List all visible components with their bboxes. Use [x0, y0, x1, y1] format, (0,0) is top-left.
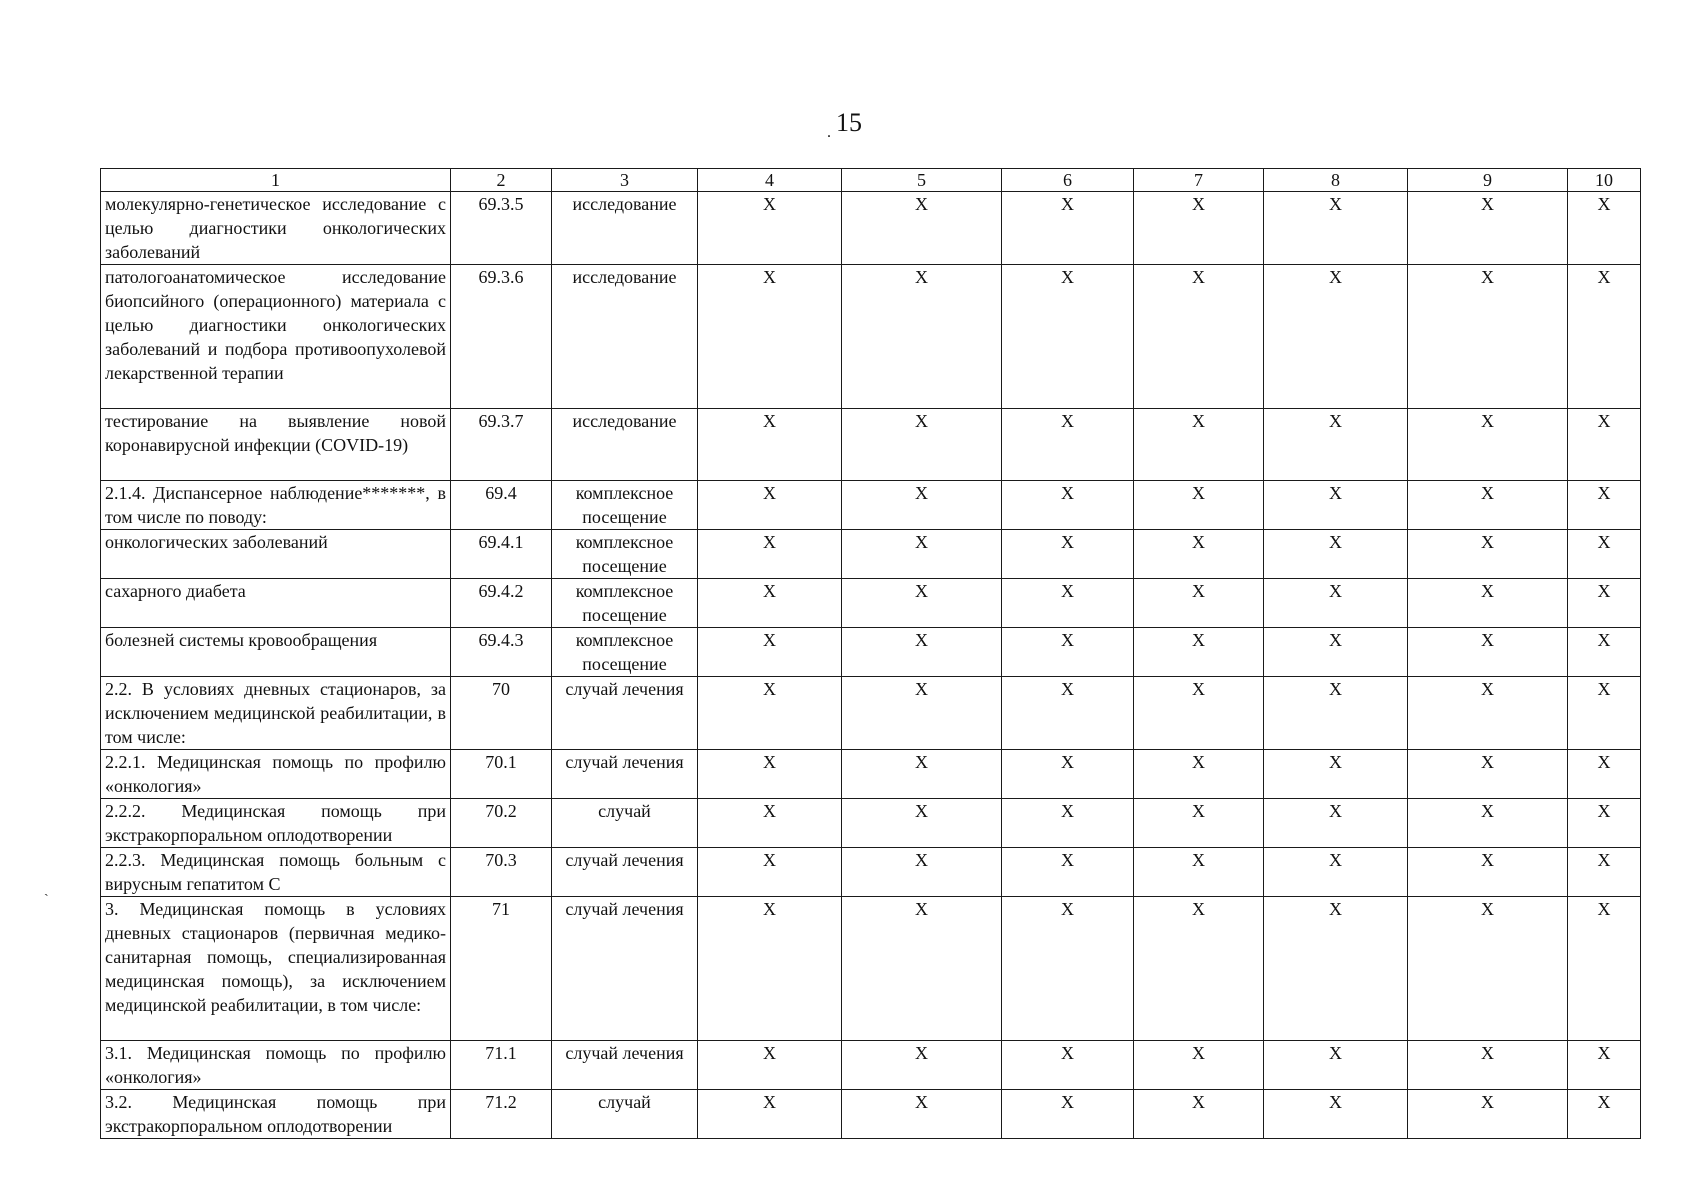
cell-value: X	[1264, 192, 1408, 265]
cell-value: X	[842, 530, 1002, 579]
column-header-10: 10	[1568, 169, 1641, 192]
cell-value: X	[698, 897, 842, 1041]
column-header-6: 6	[1002, 169, 1134, 192]
cell-value: X	[842, 579, 1002, 628]
cell-value: X	[1002, 628, 1134, 677]
cell-value: X	[1002, 481, 1134, 530]
cell-value: X	[1264, 750, 1408, 799]
cell-value: X	[1134, 799, 1264, 848]
header-row	[101, 169, 1641, 192]
cell-value: X	[1134, 897, 1264, 1041]
row-name: болезней системы кровообращения	[101, 628, 451, 677]
cell-value: X	[1408, 897, 1568, 1041]
cell-value: X	[1568, 481, 1641, 530]
row-name: сахарного диабета	[101, 579, 451, 628]
cell-value: X	[1134, 409, 1264, 481]
row-unit: комплексное посещение	[552, 481, 698, 530]
cell-value: X	[698, 848, 842, 897]
cell-value: X	[698, 265, 842, 409]
cell-value: X	[698, 1090, 842, 1139]
cell-value: X	[842, 265, 1002, 409]
cell-value: X	[1134, 530, 1264, 579]
column-header-5: 5	[842, 169, 1002, 192]
table-row	[101, 848, 1641, 897]
cell-value: X	[1408, 192, 1568, 265]
row-code: 69.4.3	[451, 628, 552, 677]
cell-value: X	[1002, 848, 1134, 897]
row-unit: исследование	[552, 192, 698, 265]
cell-value: X	[1002, 1041, 1134, 1090]
cell-value: X	[842, 192, 1002, 265]
page-mark: .	[827, 124, 831, 141]
table-row	[101, 579, 1641, 628]
cell-value: X	[1408, 265, 1568, 409]
cell-value: X	[1134, 579, 1264, 628]
cell-value: X	[698, 409, 842, 481]
cell-value: X	[1002, 1090, 1134, 1139]
cell-value: X	[1002, 750, 1134, 799]
row-code: 71.2	[451, 1090, 552, 1139]
row-code: 70.2	[451, 799, 552, 848]
column-header-3: 3	[552, 169, 698, 192]
cell-value: X	[698, 677, 842, 750]
cell-value: X	[1134, 1090, 1264, 1139]
row-code: 69.3.6	[451, 265, 552, 409]
row-code: 71.1	[451, 1041, 552, 1090]
cell-value: X	[1134, 481, 1264, 530]
cell-value: X	[1002, 677, 1134, 750]
cell-value: X	[1264, 530, 1408, 579]
cell-value: X	[842, 409, 1002, 481]
cell-value: X	[698, 530, 842, 579]
row-name: 2.2.3. Медицинская помощь больным с вирусным гепатитом С	[101, 848, 451, 897]
cell-value: X	[1408, 628, 1568, 677]
cell-value: X	[842, 897, 1002, 1041]
cell-value: X	[1002, 409, 1134, 481]
row-unit: случай лечения	[552, 897, 698, 1041]
cell-value: X	[1134, 750, 1264, 799]
row-code: 71	[451, 897, 552, 1041]
row-unit: случай лечения	[552, 1041, 698, 1090]
row-name: 2.2. В условиях дневных стационаров, за исключением медицинской реабилитации, в том числе:	[101, 677, 451, 750]
cell-value: X	[842, 848, 1002, 897]
data-table	[100, 168, 1641, 1139]
row-unit: исследование	[552, 409, 698, 481]
cell-value: X	[1408, 750, 1568, 799]
page-number: . 15	[827, 108, 862, 141]
cell-value: X	[1408, 530, 1568, 579]
cell-value: X	[1134, 265, 1264, 409]
cell-value: X	[1002, 897, 1134, 1041]
row-unit: комплексное посещение	[552, 579, 698, 628]
row-code: 70.3	[451, 848, 552, 897]
cell-value: X	[842, 799, 1002, 848]
cell-value: X	[698, 579, 842, 628]
table-row	[101, 265, 1641, 409]
cell-value: X	[1134, 677, 1264, 750]
cell-value: X	[842, 1041, 1002, 1090]
column-header-4: 4	[698, 169, 842, 192]
table-row	[101, 897, 1641, 1041]
cell-value: X	[842, 677, 1002, 750]
cell-value: X	[1568, 848, 1641, 897]
row-code: 69.4	[451, 481, 552, 530]
row-unit: комплексное посещение	[552, 628, 698, 677]
cell-value: X	[842, 750, 1002, 799]
row-name: 2.1.4. Диспансерное наблюдение*******, в том числе по поводу:	[101, 481, 451, 530]
cell-value: X	[1568, 265, 1641, 409]
table-row	[101, 530, 1641, 579]
cell-value: X	[842, 481, 1002, 530]
row-code: 69.4.2	[451, 579, 552, 628]
cell-value: X	[1002, 265, 1134, 409]
cell-value: X	[1408, 799, 1568, 848]
cell-value: X	[1002, 192, 1134, 265]
cell-value: X	[1264, 579, 1408, 628]
cell-value: X	[1568, 897, 1641, 1041]
row-unit: исследование	[552, 265, 698, 409]
row-code: 69.3.7	[451, 409, 552, 481]
cell-value: X	[1568, 677, 1641, 750]
row-name: 3.1. Медицинская помощь по профилю «онкология»	[101, 1041, 451, 1090]
row-name: онкологических заболеваний	[101, 530, 451, 579]
row-unit: случай лечения	[552, 848, 698, 897]
cell-value: X	[698, 628, 842, 677]
cell-value: X	[1134, 848, 1264, 897]
column-header-2: 2	[451, 169, 552, 192]
cell-value: X	[1568, 750, 1641, 799]
column-header-7: 7	[1134, 169, 1264, 192]
cell-value: X	[1002, 530, 1134, 579]
scan-speck: ˏ	[44, 882, 49, 897]
cell-value: X	[1134, 192, 1264, 265]
cell-value: X	[1264, 409, 1408, 481]
cell-value: X	[698, 481, 842, 530]
cell-value: X	[1408, 848, 1568, 897]
cell-value: X	[698, 1041, 842, 1090]
cell-value: X	[1408, 481, 1568, 530]
cell-value: X	[1134, 1041, 1264, 1090]
row-name: молекулярно-генетическое исследование с целью диагностики онкологических заболеваний	[101, 192, 451, 265]
cell-value: X	[1568, 409, 1641, 481]
cell-value: X	[1134, 628, 1264, 677]
row-code: 70	[451, 677, 552, 750]
cell-value: X	[1568, 530, 1641, 579]
cell-value: X	[1264, 848, 1408, 897]
table-row	[101, 409, 1641, 481]
row-unit: случай лечения	[552, 677, 698, 750]
column-header-8: 8	[1264, 169, 1408, 192]
row-name: 2.2.1. Медицинская помощь по профилю «онкология»	[101, 750, 451, 799]
row-unit: случай	[552, 1090, 698, 1139]
row-name: 3.2. Медицинская помощь при экстракорпоральном оплодотворении	[101, 1090, 451, 1139]
row-code: 69.3.5	[451, 192, 552, 265]
table-row	[101, 628, 1641, 677]
row-name: тестирование на выявление новой коронавирусной инфекции (COVID-19)	[101, 409, 451, 481]
row-unit: случай	[552, 799, 698, 848]
cell-value: X	[1408, 1041, 1568, 1090]
cell-value: X	[1264, 481, 1408, 530]
row-unit: случай лечения	[552, 750, 698, 799]
table-row	[101, 1090, 1641, 1139]
table-row	[101, 677, 1641, 750]
cell-value: X	[1408, 1090, 1568, 1139]
table-row	[101, 192, 1641, 265]
cell-value: X	[698, 750, 842, 799]
cell-value: X	[1264, 1090, 1408, 1139]
table-row	[101, 750, 1641, 799]
cell-value: X	[1568, 799, 1641, 848]
column-header-9: 9	[1408, 169, 1568, 192]
cell-value: X	[1568, 579, 1641, 628]
table-row	[101, 1041, 1641, 1090]
row-code: 70.1	[451, 750, 552, 799]
table-row	[101, 799, 1641, 848]
cell-value: X	[698, 799, 842, 848]
row-unit: комплексное посещение	[552, 530, 698, 579]
cell-value: X	[1264, 677, 1408, 750]
cell-value: X	[1264, 1041, 1408, 1090]
cell-value: X	[842, 1090, 1002, 1139]
row-name: патологоанатомическое исследование биопсийного (операционного) материала с целью диагностики онкологических заболеваний и подбора противоопухолевой лекарственной терапии	[101, 265, 451, 409]
cell-value: X	[1568, 192, 1641, 265]
cell-value: X	[1408, 677, 1568, 750]
cell-value: X	[1568, 1041, 1641, 1090]
row-name: 2.2.2. Медицинская помощь при экстракорпоральном оплодотворении	[101, 799, 451, 848]
cell-value: X	[1264, 628, 1408, 677]
cell-value: X	[1408, 579, 1568, 628]
cell-value: X	[698, 192, 842, 265]
cell-value: X	[842, 628, 1002, 677]
row-code: 69.4.1	[451, 530, 552, 579]
column-header-1: 1	[101, 169, 451, 192]
table-row	[101, 481, 1641, 530]
row-name: 3. Медицинская помощь в условиях дневных стационаров (первичная медико-санитарная помощь, специализированная медицинская помощь), за исключением медицинской реабилитации, в том числе:	[101, 897, 451, 1041]
cell-value: X	[1264, 799, 1408, 848]
cell-value: X	[1002, 799, 1134, 848]
cell-value: X	[1002, 579, 1134, 628]
cell-value: X	[1264, 265, 1408, 409]
cell-value: X	[1408, 409, 1568, 481]
cell-value: X	[1264, 897, 1408, 1041]
cell-value: X	[1568, 628, 1641, 677]
cell-value: X	[1568, 1090, 1641, 1139]
